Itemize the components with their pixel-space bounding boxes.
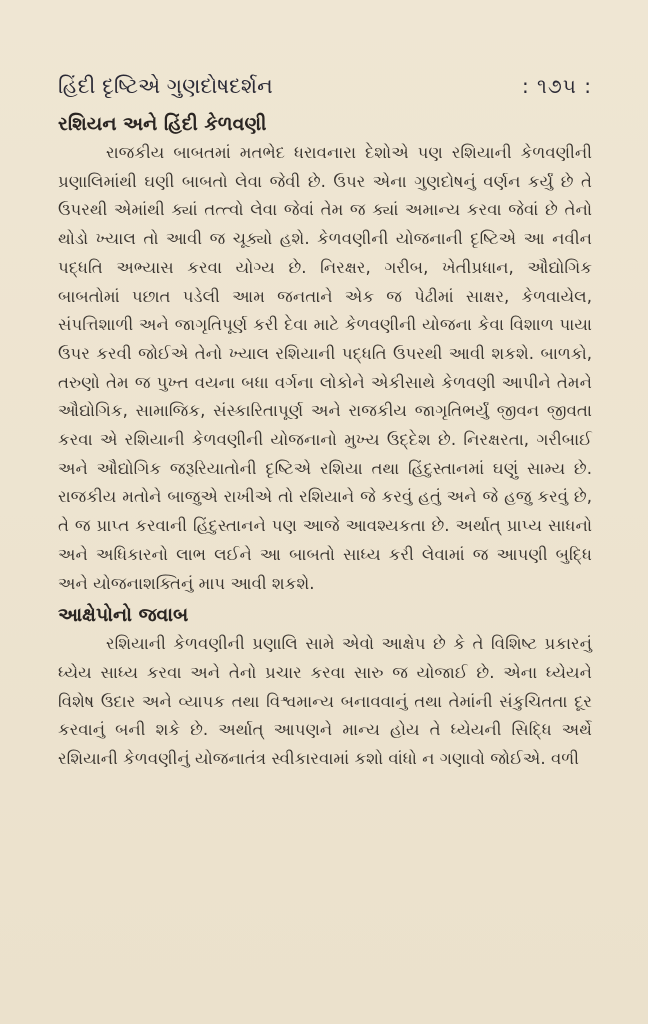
running-head bbox=[58, 74, 592, 99]
section-heading: રશિયન અને હિંદી કેળવણી bbox=[58, 113, 267, 135]
section-paragraph: રાજકીય બાબતમાં મતભેદ ધરાવનારા દેશોએ પણ રશિયાની કેળવણીની પ્રણાલિમાંથી ઘણી બાબતો લેવા જેવી છે. ઉપર એના ગુણદોષનું વર્ણન કર્યું છે તે ઉપરથી એમાંથી ક્યાં તત્ત્વો લેવા જેવાં તેમ જ ક્યાં અમાન્ય કરવા જેવાં છે તેનો થોડો ખ્યાલ તો આવી જ ચૂક્યો હશે. કેળવણીની યોજનાની દૃષ્ટિએ આ નવીન પદ્ધતિ અભ્યાસ કરવા યોગ્ય છે. નિરક્ષર, ગરીબ, ખેતીપ્રધાન, ઔદ્યોગિક બાબતોમાં પછાત પડેલી આમ જનતાને એક જ પેઢીમાં સાક્ષર, કેળવાયેલ, સંપત્તિશાળી અને જાગૃતિપૂર્ણ કરી દેવા માટે કેળવણીની યોજના કેવા વિશાળ પાયા ઉપર કરવી જોઈએ તેનો ખ્યાલ રશિયાની પદ્ધતિ ઉપરથી આવી શકશે. બાળકો, તરુણો તેમ જ પુખ્ત વયના બધા વર્ગના લોકોને એકીસાથે કેળવણી આપીને તેમને ઔદ્યોગિક, સામાજિક, સંસ્કારિતાપૂર્ણ અને રાજકીય જાગૃતિભર્યું જીવન જીવતા કરવા એ રશિયાની કેળવણીની યોજનાનો મુખ્ય ઉદ્દેશ છે. નિરક્ષરતા, ગરીબાઈ અને ઔદ્યોગિક જરૂરિયાતોની દૃષ્ટિએ રશિયા તથા હિંદુસ્તાનમાં ઘણું સામ્ય છે. રાજકીય મતોને બાજુએ રાખીએ તો રશિયાને જે કરવું હતું અને જે હજુ કરવું છે, તે જ પ્રાપ્ત કરવાની હિંદુસ્તાનને પણ આજે આવશ્યકતા છે. અર્થાત્ પ્રાપ્ય સાધનો અને અધિકારનો લાભ લઈને આ બાબતો સાધ્ય કરી લેવામાં જ આપણી બુદ્ધિ અને યોજનાશક્તિનું માપ આવી શકશે. bbox=[58, 143, 592, 593]
running-head-title: હિંદી દૃષ્ટિએ ગુણદોષદર્શન bbox=[58, 74, 273, 98]
section-reply-to-objections bbox=[58, 604, 592, 774]
section-paragraph: રશિયાની કેળવણીની પ્રણાલિ સામે એવો આક્ષેપ છે કે તે વિશિષ્ટ પ્રકારનું ધ્યેય સાધ્ય કરવા અને તેનો પ્રચાર કરવા સારુ જ યોજાઈ છે. એના ધ્યેયને વિશેષ ઉદાર અને વ્યાપક તથા વિશ્વમાન્ય બનાવવાનું તથા તેમાંની સંકુચિતતા દૂર કરવાનું બની શકે છે. અર્થાત્ આપણને માન્ય હોય તે ધ્યેયની સિદ્ધિ અર્થે રશિયાની કેળવણીનું યોજનાતંત્ર સ્વીકારવામાં કશો વાંધો ન ગણાવો જોઈએ. વળી bbox=[58, 634, 592, 769]
page-number: : ૧૭૫ : bbox=[521, 74, 592, 98]
section-russian-and-indian-education bbox=[58, 113, 592, 598]
section-heading: આક્ષેપોનો જવાબ bbox=[58, 604, 189, 627]
